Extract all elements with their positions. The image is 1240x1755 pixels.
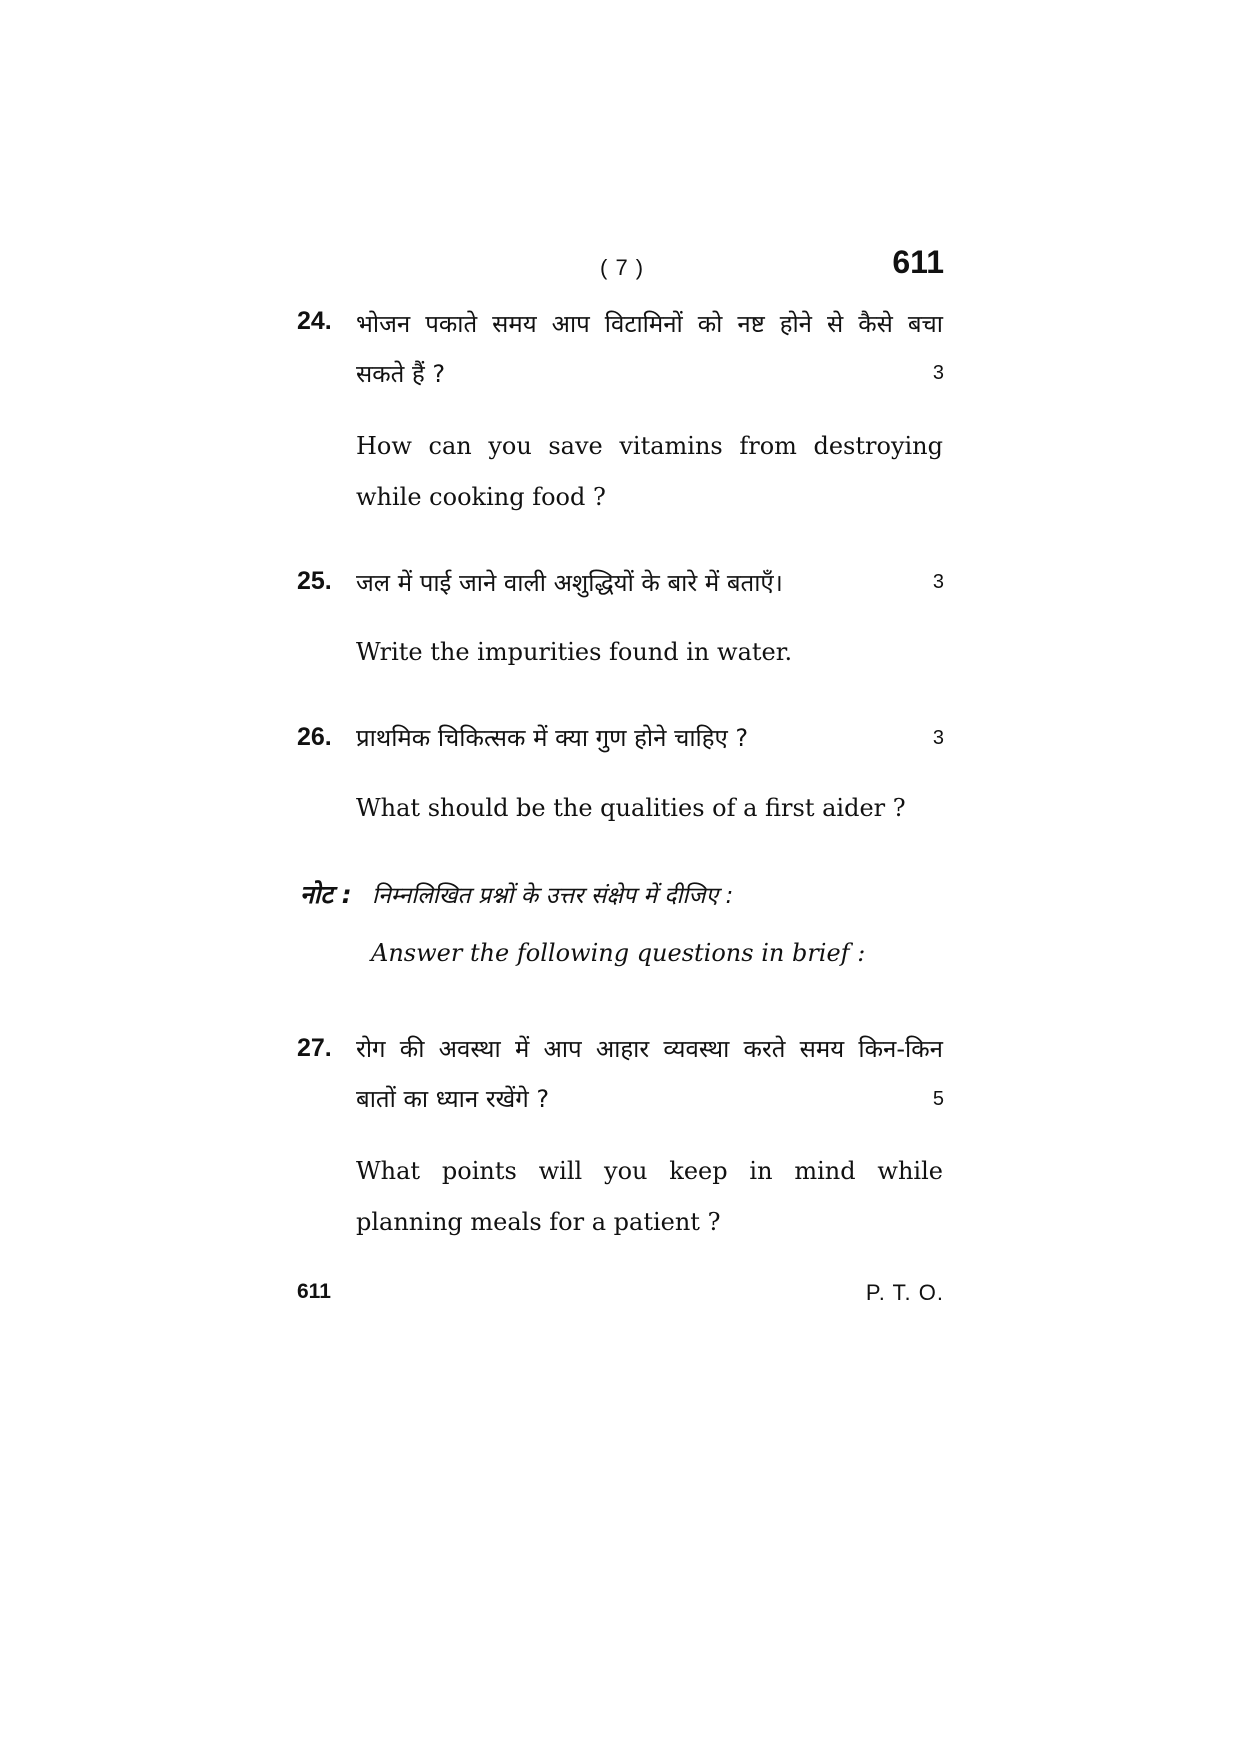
question-25-hindi: जल में पाई जाने वाली अशुद्धियों के बारे में बताएँ। [356,569,783,597]
page-number: ( 7 ) [600,255,645,280]
note-label: नोट : [300,880,352,909]
question-26-hindi: प्राथमिक चिकित्सक में क्या गुण होने चाहिए ? [356,724,749,752]
question-27-hindi-line1: रोग की अवस्था में आप आहार व्यवस्था करते समय किन-किन [356,1035,943,1063]
question-27-english-line2: planning meals for a patient ? [356,1208,721,1236]
question-24-english-line1: How can you save vitamins from destroying [356,432,943,460]
paper-code-header: 611 [892,244,944,280]
question-27-hindi-line2: बातों का ध्यान रखेंगे ? [356,1085,550,1113]
question-24-marks: 3 [932,362,944,384]
question-24-hindi-line2: सकते हैं ? [356,360,446,388]
question-27-marks: 5 [932,1088,944,1110]
question-24-english-line2: while cooking food ? [356,483,606,511]
paper-code-footer: 611 [297,1280,331,1303]
question-number-27: 27. [297,1034,332,1062]
question-number-24: 24. [297,307,332,335]
question-number-26: 26. [297,723,332,751]
question-27-english-line1: What points will you keep in mind while [356,1157,943,1185]
question-24-hindi-line1: भोजन पकाते समय आप विटामिनों को नष्ट होने से कैसे बचा [356,310,943,338]
question-26-marks: 3 [932,727,944,749]
note-english: Answer the following questions in brief : [371,939,866,967]
pto-label: P. T. O. [865,1280,944,1305]
question-25-marks: 3 [932,571,944,593]
question-26-english: What should be the qualities of a first aider ? [356,794,906,822]
note-hindi: निम्नलिखित प्रश्नों के उत्तर संक्षेप में दीजिए : [372,883,734,909]
question-25-english: Write the impurities found in water. [356,638,793,666]
question-number-25: 25. [297,567,332,595]
